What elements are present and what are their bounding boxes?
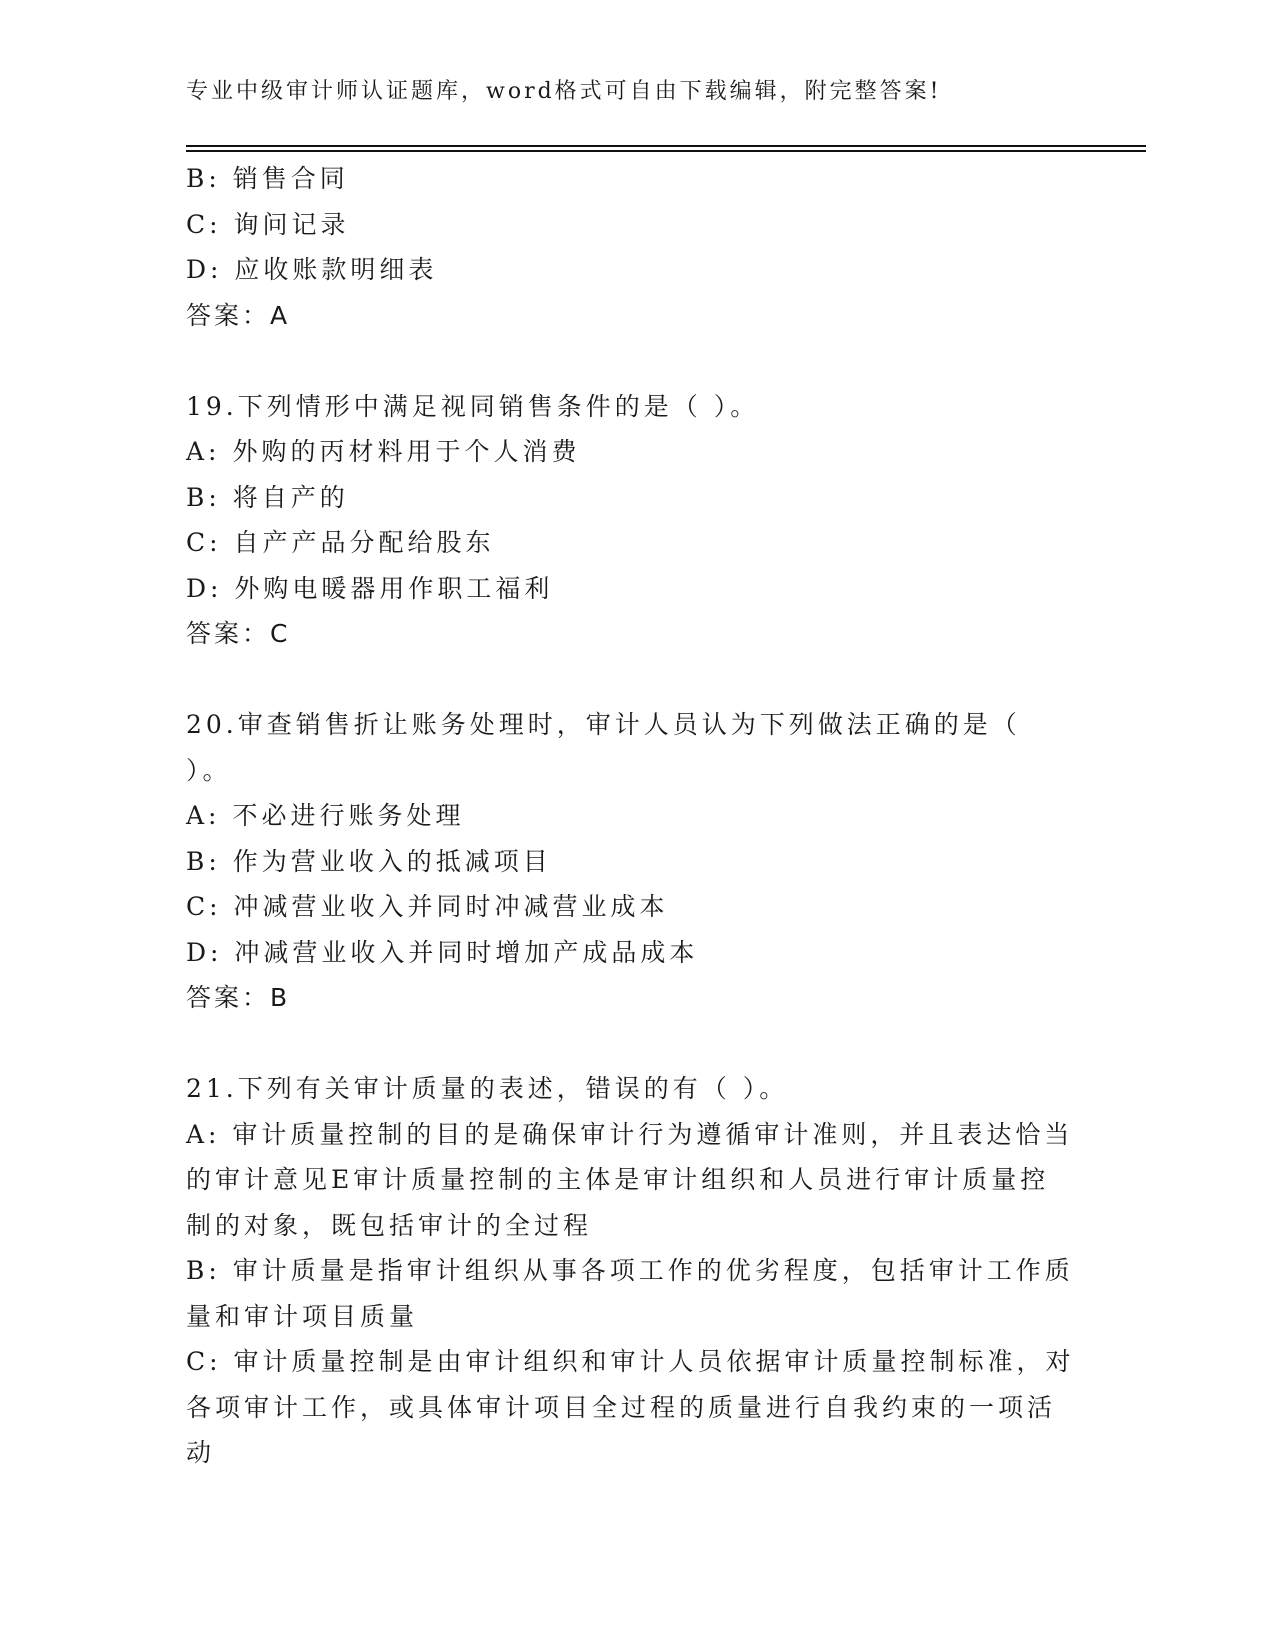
option-c: C: 询问记录 — [186, 209, 350, 239]
question-stem: 19.下列情形中满足视同销售条件的是（ ）。 — [186, 391, 760, 421]
question-stem-line-1: 20.审查销售折让账务处理时，审计人员认为下列做法正确的是（ — [186, 710, 1021, 739]
option-d: D: 冲减营业收入并同时增加产成品成本 — [186, 937, 699, 967]
answer-line: 答案：A — [186, 300, 291, 330]
option-a: A: 外购的丙材料用于个人消费 — [186, 437, 581, 466]
header-divider — [186, 145, 1146, 152]
option-a-line-3: 制的对象，既包括审计的全过程 — [186, 1210, 593, 1240]
option-a-line-1: A: 审计质量控制的目的是确保审计行为遵循审计准则，并且表达恰当 — [186, 1119, 1074, 1149]
option-b: B: 将自产的 — [186, 482, 349, 512]
question-20 — [186, 702, 1066, 1021]
spacer — [186, 338, 1066, 384]
option-b-line-1: B: 审计质量是指审计组织从事各项工作的优劣程度，包括审计工作质 — [186, 1256, 1074, 1285]
header-note: 专业中级审计师认证题库，word格式可自由下载编辑，附完整答案! — [186, 79, 942, 104]
question-stem-line-2: ）。 — [186, 755, 232, 785]
option-a-line-2: 的审计意见E审计质量控制的主体是审计组织和人员进行审计质量控 — [186, 1165, 1050, 1194]
option-b: B: 作为营业收入的抵减项目 — [186, 846, 552, 876]
option-c: C: 冲减营业收入并同时冲减营业成本 — [186, 892, 669, 921]
option-b-line-2: 量和审计项目质量 — [186, 1301, 419, 1331]
question-21 — [186, 1066, 1075, 1476]
spacer — [186, 657, 1066, 703]
answer-line: 答案：B — [186, 983, 291, 1012]
option-b: B: 销售合同 — [186, 164, 349, 193]
spacer — [186, 1021, 1066, 1067]
option-d: D: 应收账款明细表 — [186, 255, 438, 284]
question-stem: 21.下列有关审计质量的表述，错误的有（ ）。 — [186, 1074, 789, 1103]
question-18-continuation — [186, 156, 1066, 338]
question-19 — [186, 384, 1066, 657]
answer-line: 答案：C — [186, 619, 291, 648]
document-body — [186, 156, 1075, 1476]
option-d: D: 外购电暖器用作职工福利 — [186, 573, 554, 603]
option-c-line-1: C: 审计质量控制是由审计组织和审计人员依据审计质量控制标准，对 — [186, 1347, 1075, 1376]
option-c: C: 自产产品分配给股东 — [186, 528, 495, 557]
option-c-line-3: 动 — [186, 1438, 216, 1467]
option-a: A: 不必进行账务处理 — [186, 801, 465, 830]
option-c-line-2: 各项审计工作，或具体审计项目全过程的质量进行自我约束的一项活 — [186, 1392, 1057, 1422]
